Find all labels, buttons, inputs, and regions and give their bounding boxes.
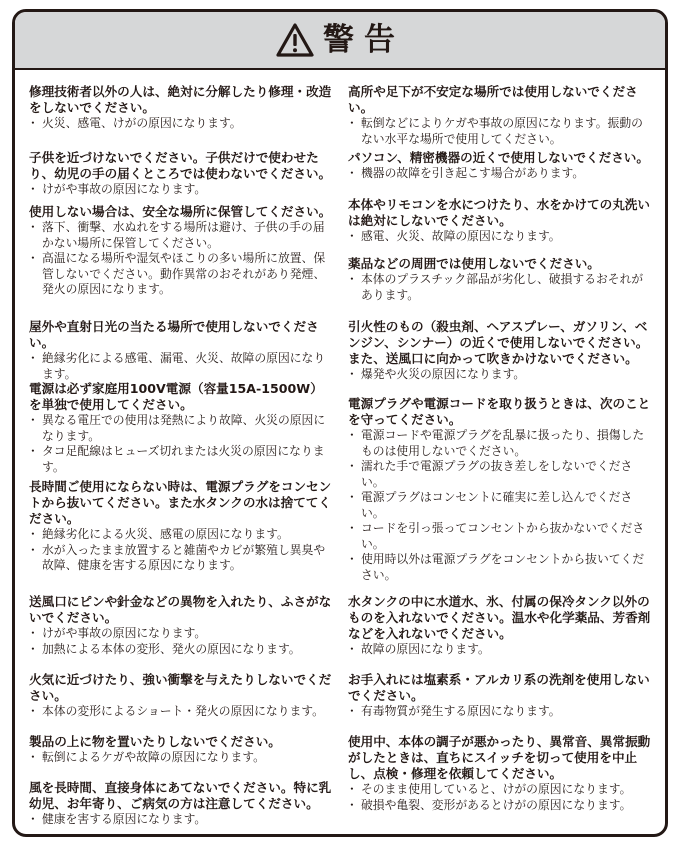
warning-section [348,256,653,303]
warning-section [29,84,334,132]
section-heading: 送風口にピンや針金などの異物を入れたり、ふさがないでください。 [29,594,332,625]
warning-section [29,672,334,720]
section-heading: 風を長時間、直接身体にあてないでください。特に乳幼児、お年寄り、ご病気の方は注意してください。 [29,780,332,811]
section-item: ・ 感電、火災、故障の原因になります。 [348,229,653,245]
section-item: ・ 健康を害する原因になります。 [29,812,334,828]
section-item: ・ 電源コードや電源プラグを乱暴に扱ったり、損傷したものは使用しないでください。 [348,428,653,459]
section-item: ・ けがや事故の原因になります。 [29,626,334,642]
section-heading: 高所や足下が不安定な場所では使用しないでください。 [348,84,638,115]
left-column [29,74,334,834]
section-item: ・ 機器の故障を引き起こす場合があります。 [348,166,653,182]
section-item: ・ 火災、感電、けがの原因になります。 [29,116,334,132]
warning-triangle-icon [275,22,315,58]
section-heading: 製品の上に物を置いたりしないでください。 [29,734,281,749]
section-item: ・ 水が入ったまま放置すると雑菌やカビが繁殖し異臭や故障、健康を害する原因になります。 [29,543,334,574]
section-heading: 引火性のもの（殺虫剤、ヘアスプレー、ガソリン、ベンジン、シンナー）の近くで使用しないでください。また、送風口に向かって吹きかけないでください。 [348,319,649,366]
warning-section [348,150,653,182]
section-item: ・ 絶縁劣化による火災、感電の原因になります。 [29,527,334,543]
warning-panel [12,9,668,837]
section-item: ・ 濡れた手で電源プラグの抜き差しをしないでください。 [348,459,653,490]
warning-section [29,594,334,657]
section-item: ・ 本体の変形によるショート・発火の原因になります。 [29,704,334,720]
section-item: ・ タコ足配線はヒューズ切れまたは火災の原因になります。 [29,444,334,475]
section-heading: 電源は必ず家庭用100V電源（容量15A-1500W）を単独で使用してください。 [29,381,323,412]
section-item: ・ 有毒物質が発生する原因になります。 [348,704,653,720]
warning-section [348,396,653,583]
warning-section [29,319,334,382]
section-heading: 子供を近づけないでください。子供だけで使わせたり、幼児の手の届くところでは使わないでください。 [29,150,332,181]
warning-section [29,150,334,198]
section-heading: 水タンクの中に水道水、氷、付属の保冷タンク以外のものを入れないでください。温水や化学薬品、芳香剤などを入れないでください。 [348,594,651,641]
section-heading: 火気に近づけたり、強い衝撃を与えたりしないでください。 [29,672,332,703]
section-heading: 長時間ご使用にならない時は、電源プラグをコンセントから抜いてください。また水タンクの水は捨ててください。 [29,479,332,526]
section-heading: 使用中、本体の調子が悪かったり、異常音、異常振動がしたときは、直ちにスイッチを切って使用を中止し、点検・修理を依頼してください。 [348,734,651,781]
section-heading: 屋外や直射日光の当たる場所で使用しないでください。 [29,319,319,350]
warning-section [348,84,653,147]
section-item: ・ 爆発や火災の原因になります。 [348,367,653,383]
section-heading: お手入れには塩素系・アルカリ系の洗剤を使用しないでください。 [348,672,650,703]
section-item: ・ 転倒などによりケガや事故の原因になります。振動のない水平な場所で使用してください。 [348,116,653,147]
section-heading: 本体やリモコンを水につけたり、水をかけての丸洗いは絶対にしないでください。 [348,197,650,228]
warning-section [29,479,334,574]
warning-section [348,672,653,720]
page-title: 警告 [323,21,405,58]
warning-header [15,12,665,70]
warning-section [348,197,653,245]
section-heading: パソコン、精密機器の近くで使用しないでください。 [348,150,649,165]
warning-section [29,734,334,766]
section-item: ・ 使用時以外は電源プラグをコンセントから抜いてください。 [348,552,653,583]
section-heading: 使用しない場合は、安全な場所に保管してください。 [29,204,332,219]
section-heading: 電源プラグや電源コードを取り扱うときは、次のことを守ってください。 [348,396,651,427]
warning-section [348,734,653,813]
section-item: ・ 高温になる場所や湿気やほこりの多い場所に放置、保管しないでください。動作異常のおそれがあり発煙、発火の原因になります。 [29,251,334,298]
right-column [348,74,653,834]
section-item: ・ 転倒によるケガや故障の原因になります。 [29,750,334,766]
section-item: ・ 異なる電圧での使用は発熱により故障、火災の原因になります。 [29,413,334,444]
warning-section [29,204,334,298]
section-item: ・ 故障の原因になります。 [348,642,653,658]
warning-section [348,319,653,383]
warning-section [29,381,334,475]
section-item: ・ コードを引っ張ってコンセントから抜かないでください。 [348,521,653,552]
section-item: ・ けがや事故の原因になります。 [29,182,334,198]
warning-section [348,594,653,658]
section-item: ・ 本体のプラスチック部品が劣化し、破損するおそれがあります。 [348,272,653,303]
section-item: ・ 破損や亀裂、変形があるとけがの原因になります。 [348,798,653,814]
warning-section [29,780,334,828]
section-heading: 修理技術者以外の人は、絶対に分解したり修理・改造をしないでください。 [29,84,332,115]
section-item: ・ そのまま使用していると、けがの原因になります。 [348,782,653,798]
section-item: ・ 絶縁劣化による感電、漏電、火災、故障の原因になります。 [29,351,334,382]
section-item: ・ 落下、衝撃、水ぬれをする場所は避け、子供の手の届かない場所に保管してください。 [29,220,334,251]
section-item: ・ 電源プラグはコンセントに確実に差し込んでください。 [348,490,653,521]
section-heading: 薬品などの周囲では使用しないでください。 [348,256,600,271]
section-item: ・ 加熱による本体の変形、発火の原因になります。 [29,642,334,658]
